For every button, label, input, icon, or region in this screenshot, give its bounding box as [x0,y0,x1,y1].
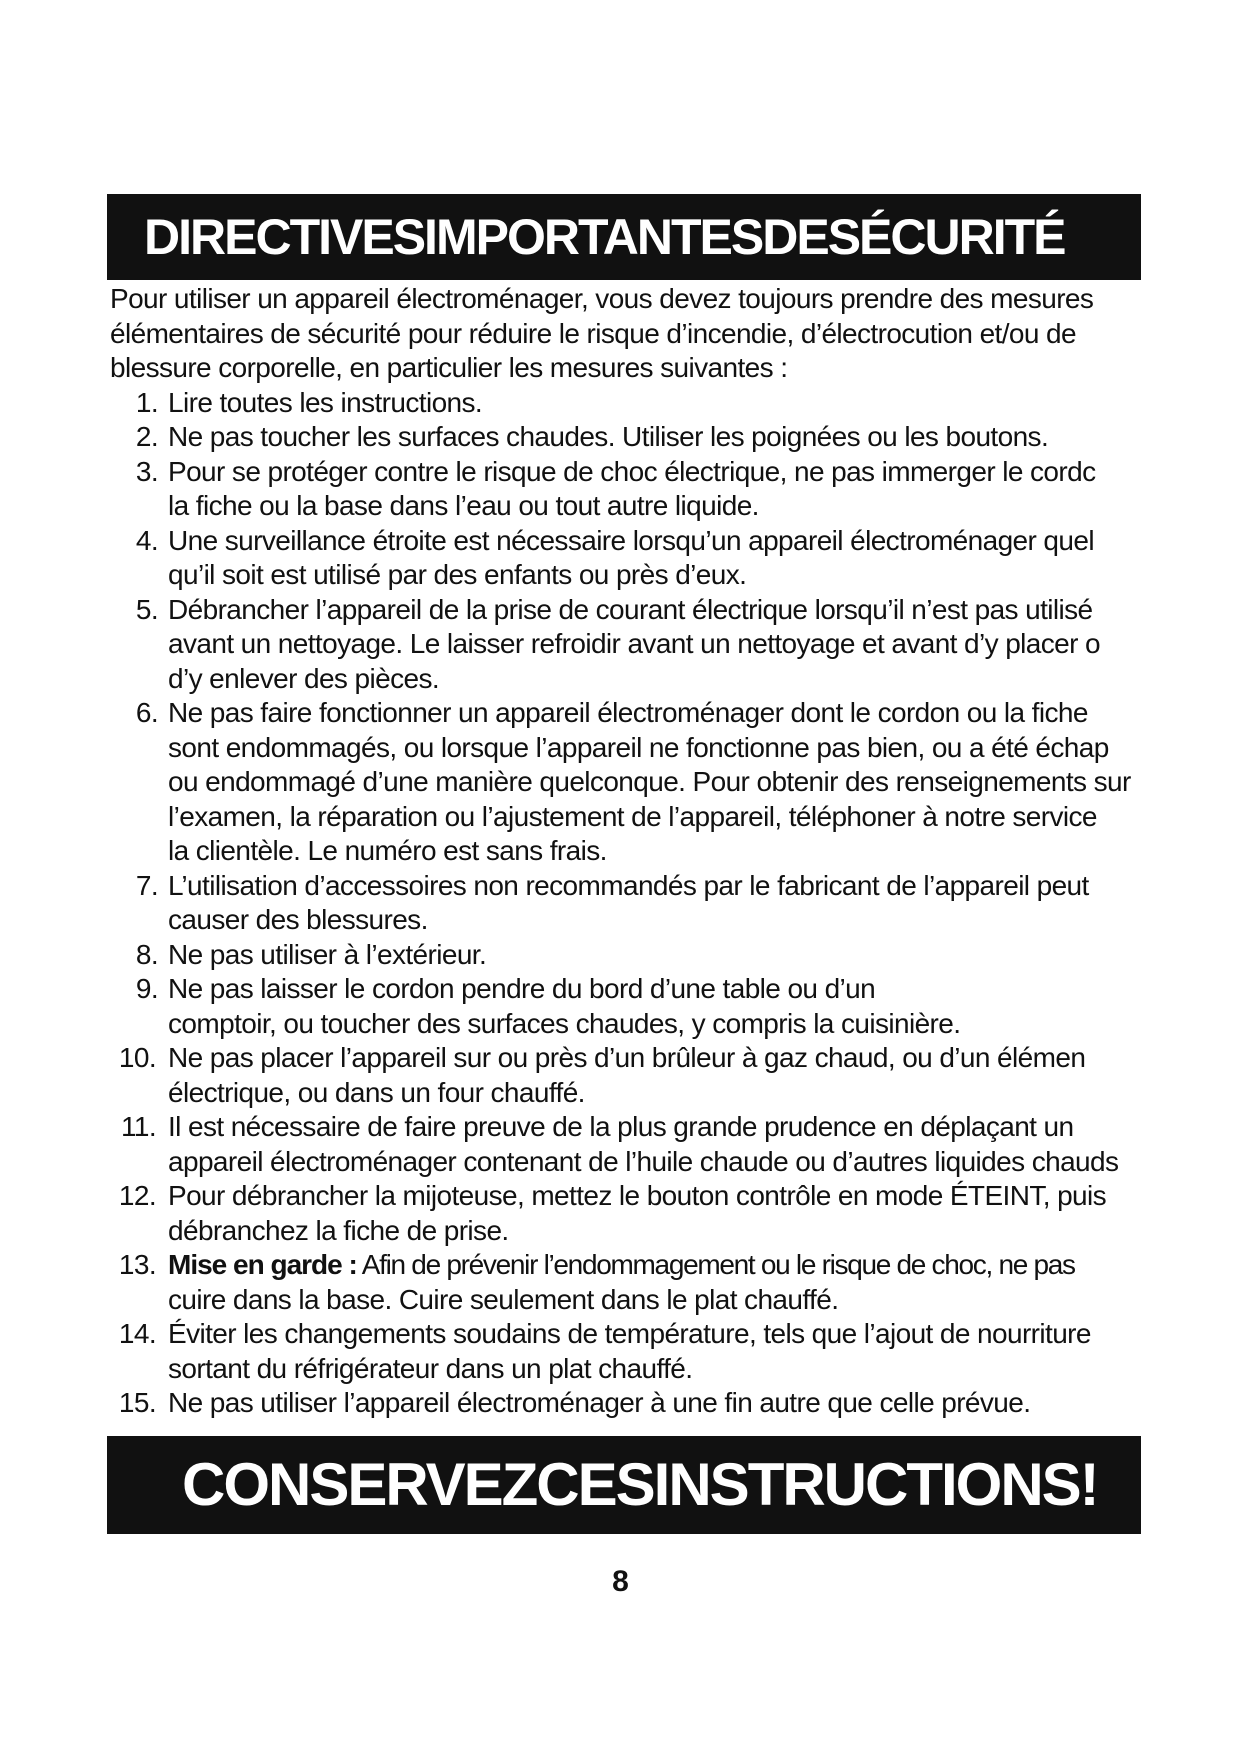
safety-rule-14 [110,1317,1241,1386]
safety-rule-3 [110,455,1241,524]
rule-text-line: d’y enlever des pièces. [168,662,440,694]
rule-number: 2. [135,421,158,452]
safety-rule-7 [110,869,1241,938]
rule-number: 1. [135,386,158,418]
intro-line-3: blessure corporelle, en particulier les mesures suivantes : [110,352,788,383]
rule-text-line: Une surveillance étroite est nécessaire lorsqu’un appareil électroménager quel [168,524,1094,556]
rule-text-line: avant un nettoyage. Le laisser refroidir avant un nettoyage et avant d’y placer o [168,628,1101,659]
rule-text-line: Lire toutes les instructions. [168,386,483,418]
rule-number: 3. [135,455,158,487]
rule-text-line: électrique, ou dans un four chauffé. [168,1076,585,1108]
rule-number: 6. [135,697,158,728]
safety-rule-11 [110,1110,1241,1179]
rule-text-line: sont endommagés, ou lorsque l’appareil ne fonctionne pas bien, ou a été échap [168,731,1109,763]
rule-text-line: ou endommagé d’une manière quelconque. Pour obtenir des renseignements sur [168,766,1131,797]
safety-rule-2 [110,420,1241,455]
rule-text-line: Ne pas toucher les surfaces chaudes. Utiliser les poignées ou les boutons. [168,421,1049,452]
intro-paragraph [110,282,1185,386]
safety-rule-10 [110,1041,1241,1110]
rule-text-line: Débrancher l’appareil de la prise de courant électrique lorsqu’il n’est pas utilisé [168,593,1093,625]
safety-rule-15 [110,1386,1241,1421]
safety-rule-list [110,386,1241,1421]
rule-number: 12. [118,1180,156,1211]
rule-text-line: Il est nécessaire de faire preuve de la plus grande prudence en déplaçant un [168,1111,1074,1142]
rule-text-line: Ne pas utiliser l’appareil électroménager à une fin autre que celle prévue. [168,1387,1031,1418]
rule-number: 8. [135,938,158,970]
rule-text-line: causer des blessures. [168,904,428,935]
rule-text-line: Ne pas placer l’appareil sur ou près d’un brûleur à gaz chaud, ou d’un élémen [168,1042,1086,1073]
safety-rule-12 [110,1179,1241,1248]
rule-text-line: comptoir, ou toucher des surfaces chaudes, y compris la cuisinière. [168,1007,961,1039]
rule-number: 15. [118,1387,156,1418]
save-instructions-text: CONSERVEZCESINSTRUCTIONS! [182,1451,1098,1518]
rule-number: 4. [135,524,158,556]
safety-title-banner [107,194,1141,280]
rule-text-line: l’examen, la réparation ou l’ajustement de l’appareil, téléphoner à notre service [168,800,1097,832]
safety-rule-9 [110,972,1241,1041]
rule-number: 13. [118,1249,156,1280]
safety-rule-1 [110,386,1241,421]
rule-text-line [168,1248,1241,1283]
rule-number: 9. [135,973,158,1004]
rule-number: 7. [135,869,158,901]
warning-text: Afin de prévenir l’endommagement ou le risque de choc, ne pas [361,1249,1075,1280]
rule-text-line: Ne pas faire fonctionner un appareil électroménager dont le cordon ou la fiche [168,697,1088,728]
safety-rule-8 [110,938,1241,973]
safety-rule-4 [110,524,1241,593]
rule-text-line: la clientèle. Le numéro est sans frais. [168,835,607,866]
safety-instructions [110,282,1241,1421]
rule-number: 5. [135,593,158,625]
rule-text-line: Pour débrancher la mijoteuse, mettez le bouton contrôle en mode ÉTEINT, puis [168,1180,1107,1211]
rule-text-line: Éviter les changements soudains de température, tels que l’ajout de nourriture [168,1318,1091,1349]
rule-text-line: appareil électroménager contenant de l’huile chaude ou d’autres liquides chauds [168,1145,1119,1177]
rule-text-line: Ne pas utiliser à l’extérieur. [168,938,487,970]
rule-text-line: Pour se protéger contre le risque de choc électrique, ne pas immerger le cordc [168,455,1096,487]
rule-text-line: L’utilisation d’accessoires non recommandés par le fabricant de l’appareil peut [168,869,1089,901]
page-number: 8 [612,1565,629,1598]
rule-text-line: qu’il soit est utilisé par des enfants ou près d’eux. [168,559,747,590]
rule-text-line: débranchez la fiche de prise. [168,1214,509,1246]
rule-text-line: Ne pas laisser le cordon pendre du bord d’une table ou d’un [168,973,876,1004]
intro-line-1: Pour utiliser un appareil électroménager, vous devez toujours prendre des mesures [110,283,1094,314]
safety-rule-13 [110,1248,1241,1317]
save-instructions-banner [107,1436,1141,1534]
warning-label: Mise en garde : [168,1249,357,1280]
rule-number: 14. [118,1318,156,1349]
safety-rule-5 [110,593,1241,697]
rule-number: 11. [120,1111,156,1142]
safety-title: DIRECTIVESIMPORTANTESDESÉCURITÉ [144,209,1065,265]
rule-text-line: cuire dans la base. Cuire seulement dans le plat chauffé. [168,1283,839,1315]
intro-line-2: élémentaires de sécurité pour réduire le risque d’incendie, d’électrocution et/ou de [110,317,1076,349]
rule-number: 10. [118,1042,156,1073]
rule-text-line: sortant du réfrigérateur dans un plat chauffé. [168,1352,693,1384]
safety-rule-6 [110,696,1241,869]
rule-text-line: la fiche ou la base dans l’eau ou tout autre liquide. [168,490,759,521]
